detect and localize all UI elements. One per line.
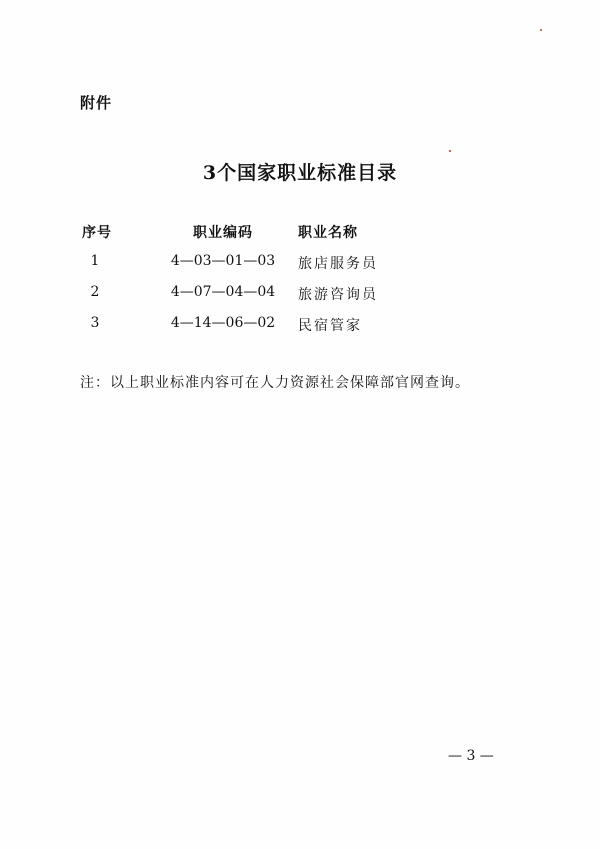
occupation-name-cell: 旅游咨询员: [298, 287, 378, 303]
header-serial-number: 序号: [82, 225, 112, 241]
table-row: [82, 253, 522, 284]
occupation-code-cell: 4—14—06—02: [170, 315, 276, 331]
table-header-row: [82, 222, 522, 253]
header-occupation-code: 职业编码: [193, 225, 253, 241]
scan-speck: [449, 150, 451, 152]
scan-speck: [540, 29, 542, 31]
occupation-standards-table: [82, 222, 522, 346]
occupation-code-cell: 4—03—01—03: [170, 253, 276, 269]
serial-number-cell: 1: [90, 253, 100, 269]
occupation-code-cell: 4—07—04—04: [170, 284, 276, 300]
footnote: 注：以上职业标准内容可在人力资源社会保障部官网查询。: [80, 375, 470, 391]
attachment-label: 附件: [80, 94, 113, 112]
table-row: [82, 284, 522, 315]
occupation-name-cell: 旅店服务员: [298, 256, 378, 272]
occupation-name-cell: 民宿管家: [298, 318, 362, 334]
table-row: [82, 315, 522, 346]
serial-number-cell: 3: [90, 315, 100, 331]
serial-number-cell: 2: [90, 284, 100, 300]
document-title: 3个国家职业标准目录: [202, 162, 398, 184]
page-number: — 3 —: [448, 748, 494, 764]
header-occupation-name: 职业名称: [298, 225, 358, 241]
